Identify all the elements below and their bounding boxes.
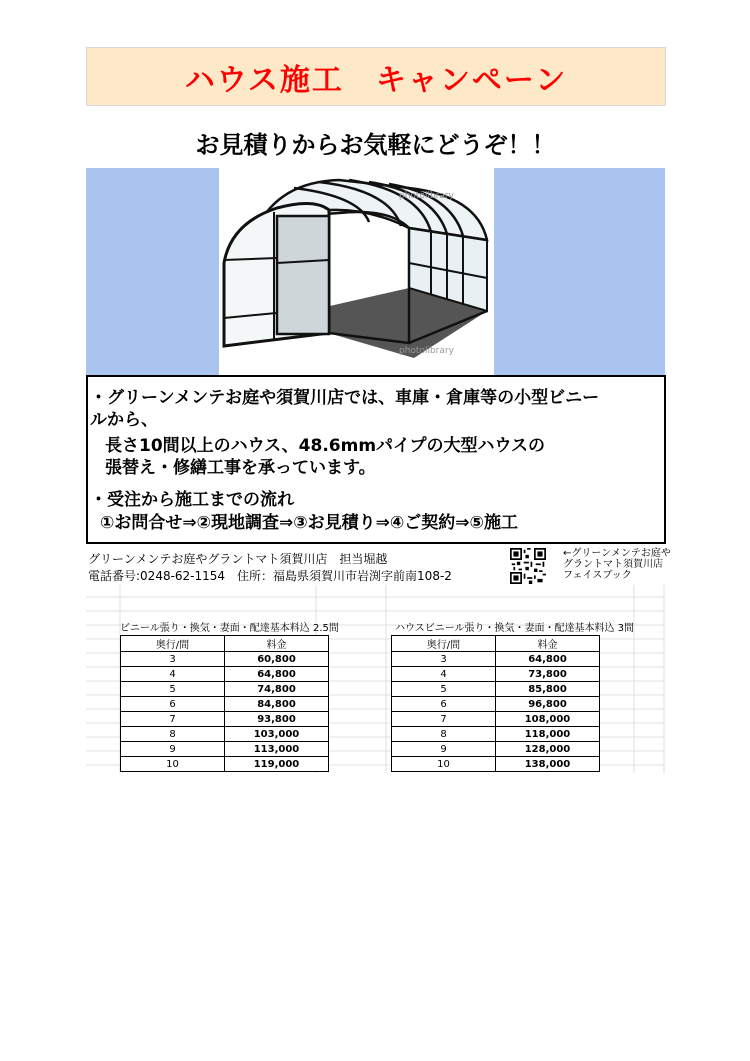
price-table-3ken xyxy=(391,635,600,772)
column-header-depth: 奥行/間 xyxy=(121,636,225,652)
price-cell: 60,800 xyxy=(225,652,329,667)
depth-cell: 9 xyxy=(392,742,496,757)
info-line: 長さ10間以上のハウス、48.6mmパイプの大型ハウスの xyxy=(105,436,546,456)
depth-cell: 10 xyxy=(392,757,496,772)
table-row xyxy=(392,742,600,757)
price-cell: 73,800 xyxy=(496,667,600,682)
table-row xyxy=(121,712,329,727)
depth-cell: 7 xyxy=(121,712,225,727)
table-row xyxy=(121,757,329,772)
facebook-note-line: フェイスブック xyxy=(563,570,632,581)
info-line: ルから、 xyxy=(90,410,158,430)
price-cell: 128,000 xyxy=(496,742,600,757)
qr-code-icon[interactable] xyxy=(510,548,546,584)
price-cell: 85,800 xyxy=(496,682,600,697)
depth-cell: 9 xyxy=(121,742,225,757)
table-row xyxy=(121,682,329,697)
image-band xyxy=(86,168,665,375)
table-row xyxy=(392,727,600,742)
page-title: ハウス施工 キャンペーン xyxy=(184,62,568,98)
flow-heading: ・受注から施工までの流れ xyxy=(90,490,294,510)
depth-cell: 4 xyxy=(392,667,496,682)
table-caption-3ken: ハウスビニール張り・換気・妻面・配達基本料込 3間 xyxy=(395,623,635,634)
depth-cell: 5 xyxy=(392,682,496,697)
price-cell: 64,800 xyxy=(496,652,600,667)
table-row xyxy=(392,652,600,667)
flyer-sheet xyxy=(86,47,671,773)
process-flow-box xyxy=(86,487,666,544)
column-header-depth: 奥行/間 xyxy=(392,636,496,652)
info-line: 張替え・修繕工事を承っています。 xyxy=(105,458,376,478)
price-cell: 96,800 xyxy=(496,697,600,712)
price-cell: 64,800 xyxy=(225,667,329,682)
info-line: ・グリーンメンテお庭や須賀川店では、車庫・倉庫等の小型ビニー xyxy=(90,388,600,408)
depth-cell: 5 xyxy=(121,682,225,697)
facebook-note-line: グラントマト須賀川店 xyxy=(563,559,663,570)
price-cell: 74,800 xyxy=(225,682,329,697)
price-cell: 119,000 xyxy=(225,757,329,772)
depth-cell: 8 xyxy=(121,727,225,742)
greenhouse-icon xyxy=(219,168,494,375)
price-table-2-5ken xyxy=(120,635,329,772)
depth-cell: 4 xyxy=(121,667,225,682)
table-row xyxy=(392,697,600,712)
contact-address-line: 電話番号:0248-62-1154 住所：福島県須賀川市岩渕字前南108-2 xyxy=(88,569,452,583)
contact-store-line: グリーンメンテお庭やグラントマト須賀川店 担当堀越 xyxy=(88,552,388,566)
flow-steps: ①お問合せ⇒②現地調査⇒③お見積り⇒④ご契約⇒⑤施工 xyxy=(100,513,518,533)
price-cell: 84,800 xyxy=(225,697,329,712)
price-cell: 93,800 xyxy=(225,712,329,727)
greenhouse-illustration xyxy=(219,168,494,375)
price-cell: 108,000 xyxy=(496,712,600,727)
table-row xyxy=(392,712,600,727)
table-row xyxy=(121,742,329,757)
depth-cell: 3 xyxy=(121,652,225,667)
facebook-note-line: ←グリーンメンテお庭や xyxy=(563,548,671,559)
table-row xyxy=(392,667,600,682)
title-banner xyxy=(86,47,666,106)
price-cell: 103,000 xyxy=(225,727,329,742)
contact-section xyxy=(86,545,671,590)
service-description-box xyxy=(86,375,666,489)
table-header-row xyxy=(121,636,329,652)
depth-cell: 6 xyxy=(392,697,496,712)
depth-cell: 7 xyxy=(392,712,496,727)
price-cell: 118,000 xyxy=(496,727,600,742)
table-row xyxy=(121,697,329,712)
depth-cell: 8 xyxy=(392,727,496,742)
facebook-note xyxy=(563,548,671,581)
column-header-price: 料金 xyxy=(225,636,329,652)
column-header-price: 料金 xyxy=(496,636,600,652)
price-cell: 138,000 xyxy=(496,757,600,772)
price-cell: 113,000 xyxy=(225,742,329,757)
depth-cell: 3 xyxy=(392,652,496,667)
table-row xyxy=(121,667,329,682)
table-row xyxy=(392,682,600,697)
watermark-text: photolibrary xyxy=(399,346,454,356)
table-caption-2-5ken: ビニール張り・換気・妻面・配達基本料込 2.5間 xyxy=(120,623,339,634)
watermark-text: photolibrary xyxy=(399,191,454,201)
table-header-row xyxy=(392,636,600,652)
depth-cell: 6 xyxy=(121,697,225,712)
table-row xyxy=(392,757,600,772)
table-row xyxy=(121,727,329,742)
depth-cell: 10 xyxy=(121,757,225,772)
subtitle: お見積りからお気軽にどうぞ！！ xyxy=(195,131,556,159)
table-row xyxy=(121,652,329,667)
